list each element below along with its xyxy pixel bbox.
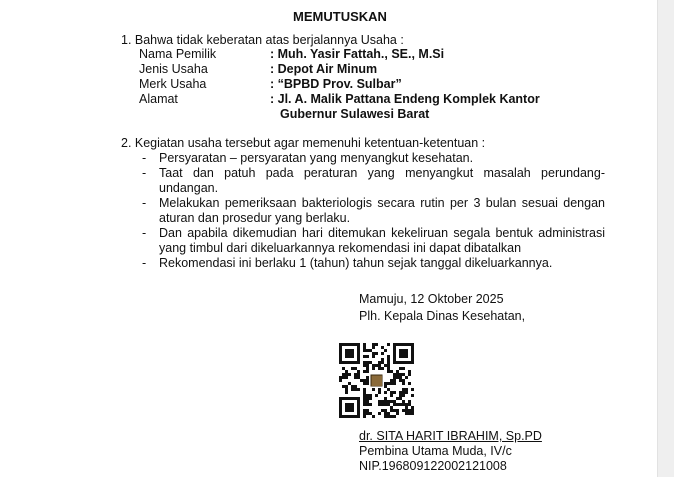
condition-dash: - (142, 226, 147, 240)
condition-3-line2: aturan dan prosedur yang berlaku. (159, 211, 351, 225)
signatory-nip: NIP.196809122002121008 (359, 459, 507, 473)
condition-dash: - (142, 256, 147, 270)
decision-heading: MEMUTUSKAN (293, 9, 387, 24)
owner-name-label: Nama Pemilik (139, 47, 217, 61)
condition-4-line1: Dan apabila dikemudian hari ditemukan kekeliruan segala bentuk administrasi (159, 226, 605, 240)
condition-5: Rekomendasi ini berlaku 1 (tahun) tahun sejak tanggal dikeluarkannya. (159, 256, 553, 270)
signatory-name: dr. SITA HARIT IBRAHIM, Sp.PD (359, 429, 542, 443)
condition-dash: - (142, 151, 147, 165)
vertical-scrollbar[interactable] (657, 0, 674, 477)
condition-dash: - (142, 166, 147, 180)
address-label: Alamat (139, 92, 178, 106)
signature-place-date: Mamuju, 12 Oktober 2025 (359, 292, 504, 306)
business-type-value: : Depot Air Minum (270, 62, 378, 76)
signature-role: Plh. Kepala Dinas Kesehatan, (359, 309, 526, 323)
condition-2-line1: Taat dan patuh pada peraturan yang menyangkut masalah perundang- (159, 166, 605, 180)
brand-label: Merk Usaha (139, 77, 207, 91)
address-value: : Jl. A. Malik Pattana Endeng Komplek Kantor (270, 92, 540, 106)
qr-code-icon (339, 343, 414, 418)
condition-3-line1: Melakukan pemeriksaan bakteriologis secara rutin per 3 bulan sesuai dengan (159, 196, 605, 210)
condition-dash: - (142, 196, 147, 210)
condition-4-line2: yang timbul dari dikeluarkannya rekomendasi ini dapat dibatalkan (159, 241, 522, 255)
condition-1: Persyaratan – persyaratan yang menyangkut kesehatan. (159, 151, 474, 165)
business-type-label: Jenis Usaha (139, 62, 208, 76)
owner-name-value: : Muh. Yasir Fattah., SE., M.Si (270, 47, 445, 61)
brand-value: : “BPBD Prov. Sulbar” (270, 77, 402, 91)
item-1-intro: 1. Bahwa tidak keberatan atas berjalannya Usaha : (121, 33, 404, 47)
condition-2-line2: undangan. (159, 181, 219, 195)
item-2-intro: 2. Kegiatan usaha tersebut agar memenuhi ketentuan-ketentuan : (121, 136, 486, 150)
address-value-line2: Gubernur Sulawesi Barat (280, 107, 430, 121)
signatory-rank: Pembina Utama Muda, IV/c (359, 444, 512, 458)
